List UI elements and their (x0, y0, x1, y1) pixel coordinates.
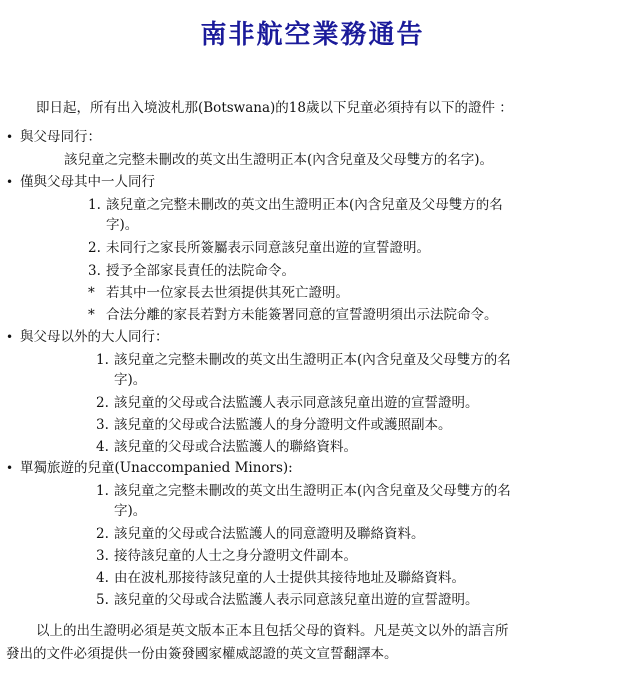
item-text: 由在波札那接待該兒童的人士提供其接待地址及聯絡資料。 (114, 570, 465, 586)
item-text: 該兒童的父母或合法監護人表示同意該兒童出遊的宣誓證明。 (114, 592, 479, 608)
section-heading-label: 與父母以外的大人同行： (20, 329, 169, 345)
item-text: 該兒童之完整未刪改的英文出生證明正本(內含兒童及父母雙方的名 (114, 352, 511, 368)
item-text: 該兒童的父母或合法監護人表示同意該兒童出遊的宣誓證明。 (114, 395, 479, 411)
list-item (96, 351, 511, 369)
list-item (96, 569, 465, 587)
item-text: 授予全部家長責任的法院命令。 (106, 263, 295, 279)
list-item (88, 239, 430, 257)
item-number: 2. (88, 240, 101, 256)
bullet-icon: • (6, 130, 14, 144)
item-number: 2. (96, 395, 109, 411)
item-text-continued: 字)。 (114, 372, 147, 388)
bullet-icon: • (6, 175, 14, 189)
item-number: 4. (96, 570, 109, 586)
item-text: 合法分離的家長若對方未能簽署同意的宣誓證明須出示法院命令。 (106, 307, 498, 323)
section-heading-label: 僅與父母其中一人同行 (20, 174, 155, 190)
list-item (96, 394, 479, 412)
section-heading-other-adults (6, 328, 169, 346)
section-heading-with-parents (6, 128, 101, 146)
list-item (96, 525, 425, 543)
item-text: 該兒童之完整未刪改的英文出生證明正本(內含兒童及父母雙方的名 (106, 197, 503, 213)
item-text: 該兒童之完整未刪改的英文出生證明正本(內含兒童及父母雙方的名 (114, 483, 511, 499)
item-text: 該兒童的父母或合法監護人的聯絡資料。 (114, 439, 357, 455)
item-number: 3. (96, 417, 109, 433)
item-text: 該兒童的父母或合法監護人的身分證明文件或護照副本。 (114, 417, 452, 433)
item-number: 1. (88, 197, 101, 213)
item-text-continued: 字)。 (114, 503, 147, 519)
item-number: 2. (96, 526, 109, 542)
bullet-icon: • (6, 330, 14, 344)
item-number: 4. (96, 439, 109, 455)
bullet-icon: • (6, 461, 14, 475)
page-title: 南非航空業務通告 (200, 20, 425, 50)
item-text-continued: 字)。 (106, 217, 139, 233)
intro-text: 即日起，所有出入境波札那(Botswana)的18歲以下兒童必須持有以下的證件 ： (36, 100, 513, 116)
item-number: 5. (96, 592, 109, 608)
item-number: 3. (96, 548, 109, 564)
item-text: 若其中一位家長去世須提供其死亡證明。 (106, 285, 349, 301)
item-number: 1. (96, 352, 109, 368)
list-item (96, 482, 511, 500)
list-item (96, 416, 452, 434)
item-text: 接待該兒童的人士之身分證明文件副本。 (114, 548, 357, 564)
footer-text: 以上的出生證明必須是英文版本正本且包括父母的資料。凡是英文以外的語言所 (36, 623, 509, 639)
asterisk-icon: * (88, 285, 95, 301)
list-item (88, 284, 349, 302)
item-text: 該兒童的父母或合法監護人的同意證明及聯絡資料。 (114, 526, 425, 542)
list-item (96, 591, 479, 609)
list-item (88, 196, 503, 214)
item-number: 1. (96, 483, 109, 499)
asterisk-icon: * (88, 307, 95, 323)
section-heading-label: 與父母同行： (20, 129, 101, 145)
list-item (96, 438, 357, 456)
item-text: 未同行之家長所簽屬表示同意該兒童出遊的宣誓證明。 (106, 240, 430, 256)
section-heading-unaccompanied (6, 459, 293, 477)
item-number: 3. (88, 263, 101, 279)
footer-text-continued: 發出的文件必須提供一份由簽發國家權威認證的英文宣誓翻譯本。 (6, 646, 398, 662)
list-item: 該兒童之完整未刪改的英文出生證明正本(內含兒童及父母雙方的名字)。 (64, 152, 494, 168)
section-heading-one-parent (6, 173, 155, 191)
list-item (88, 262, 295, 280)
list-item (96, 547, 357, 565)
section-heading-label: 單獨旅遊的兒童(Unaccompanied Minors): (20, 460, 293, 476)
list-item (88, 306, 498, 324)
